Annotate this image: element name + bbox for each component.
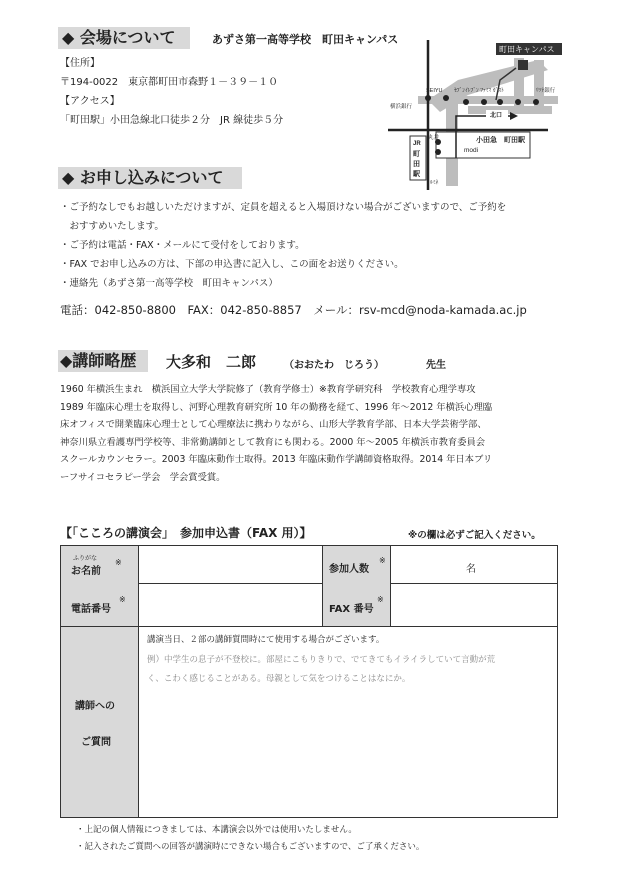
fax-required-mark: ※ — [377, 595, 384, 604]
map-kitaguchi-label: 北口 — [490, 113, 503, 119]
bio-line: 1960 年横浜生まれ 横浜国立大学大学院修了（教育学修士）※教育学研究科 学校教育心理学専攻 — [60, 384, 476, 395]
phone-field[interactable] — [139, 583, 323, 626]
application-notes — [60, 198, 506, 293]
footer-note: ・記入されたご質問への回答が講演時にできない場合もございますので、ご了承ください。 — [76, 842, 425, 852]
map-campus-label: 町田キャンパス — [499, 45, 555, 54]
fax-field[interactable] — [391, 583, 557, 626]
name-label-cell — [61, 546, 139, 583]
lecturer-heading: ◆講師略歴 — [60, 351, 137, 370]
map-seiyu-label: SEIYU — [426, 88, 443, 94]
map-marui-label: 丸井 — [428, 135, 440, 141]
application-heading: ◆ お申し込みについて — [62, 168, 224, 187]
application-form — [60, 545, 558, 818]
address-text: 〒194-0022 東京都町田市森野１－３９－１０ — [60, 77, 279, 88]
map-machida-3: 駅 — [413, 170, 420, 178]
access-label: 【アクセス】 — [60, 96, 120, 107]
lecturer-bio — [60, 381, 565, 486]
application-note: ・FAX でお申し込みの方は、下部の申込書に記入し、この面をお送りください。 — [60, 259, 404, 270]
phone-required-mark: ※ — [119, 595, 126, 604]
furigana-label: ふりがな — [73, 555, 98, 562]
access-text: 「町田駅」小田急線北口徒歩２分 JR 線徒歩５分 — [60, 115, 284, 126]
phone-label: 電話番号 — [71, 604, 111, 615]
map-machida-1: 町 — [413, 150, 420, 158]
question-example-line1: 例）中学生の息子が不登校に。部屋にこもりきりで、でてきてもイライラしていて言動が荒 — [147, 655, 496, 665]
application-note: ・ご予約は電話・FAX・メールにて受付をしております。 — [60, 240, 305, 251]
name-required-mark: ※ — [115, 558, 122, 567]
question-field[interactable] — [139, 627, 557, 817]
venue-school-name: あずさ第一高等学校 町田キャンパス — [212, 33, 399, 46]
application-note: ・ご予約なしでもお越しいただけますが、定員を超えると入場頂けない場合がございますので、ご予約を — [60, 202, 507, 213]
bio-line: スクールカウンセラー。2003 年臨床動作士取得。2013 年臨床動作学講師資格取得。2014 年日本ブリ — [60, 454, 493, 465]
count-label-cell — [323, 546, 391, 583]
map-shops-label: ｾﾌﾞﾝｲﾚﾌﾞﾝ ﾌｧﾐﾏ ｶﾞｽﾄ — [454, 88, 504, 94]
venue-heading: ◆ 会場について — [62, 28, 176, 47]
footer-note: ・上記の個人情報につきましては、本講演会以外では使用いたしません。 — [76, 825, 357, 835]
count-label: 参加人数 — [329, 564, 369, 575]
bio-line: 神奈川県立看護専門学校等、非常勤講師として教育にも関わる。2000 年～2005 年横浜市教育委員会 — [60, 436, 486, 448]
map-lumine-label: ﾙﾐﾈ — [430, 180, 439, 186]
question-intro: 講演当日、２部の講師質問時にて使用する場合がございます。 — [147, 635, 385, 645]
map-resona-label: ﾘｿﾅ銀行 — [536, 88, 556, 94]
phone-label-cell — [61, 583, 139, 626]
address-label: 【住所】 — [60, 58, 100, 69]
form-title: 【「こころの講演会」 参加申込書（FAX 用）】 — [60, 526, 312, 540]
contact-line: 電話：042-850-8800 FAX：042-850-8857 メール：rsv-mcd@noda-kamada.ac.jp — [60, 303, 527, 317]
bio-line: ーフサイコセラピー学会 学会賞受賞。 — [60, 471, 226, 483]
count-unit: 名 — [466, 564, 476, 575]
map-modi-label: modi — [464, 147, 479, 154]
fax-label: FAX 番号 — [329, 604, 374, 615]
lecturer-title: 先生 — [426, 360, 446, 371]
question-label-line1: 講師への — [75, 701, 115, 712]
map-yokohama-bank-label: 横浜銀行 — [390, 104, 413, 110]
access-map — [388, 40, 568, 190]
question-label-line2: ご質問 — [81, 737, 111, 748]
lecturer-name: 大多和 二郎 — [166, 353, 257, 371]
bio-line: 床オフィスで開業臨床心理士として心理療法に携わりながら、山形大学教育学部、日本大学芸術学部、 — [60, 419, 487, 430]
question-example-line2: く、こわく感じることがある。母親として気をつけることはなにか。 — [147, 674, 411, 684]
form-required-note: ※の欄は必ずご記入ください。 — [408, 530, 541, 541]
name-label: お名前 — [71, 566, 101, 577]
map-jr-label: JR — [413, 141, 421, 147]
footer-notes — [76, 823, 424, 854]
fax-label-cell — [323, 583, 391, 626]
count-field[interactable] — [391, 546, 557, 583]
bio-line: 1989 年臨床心理士を取得し、河野心理教育研究所 10 年の勤務を経て、1996 年～2012 年横浜心理臨 — [60, 401, 493, 413]
application-note: おすすめいたします。 — [60, 221, 164, 232]
application-note: ・連絡先（あずさ第一高等学校 町田キャンパス） — [60, 278, 278, 289]
name-field[interactable] — [139, 546, 323, 583]
count-required-mark: ※ — [379, 556, 386, 565]
map-odakyu-label: 小田急 町田駅 — [476, 137, 525, 144]
lecturer-reading: （おおたわ じろう） — [284, 360, 384, 371]
question-label-cell — [61, 627, 139, 817]
map-machida-2: 田 — [413, 160, 420, 168]
